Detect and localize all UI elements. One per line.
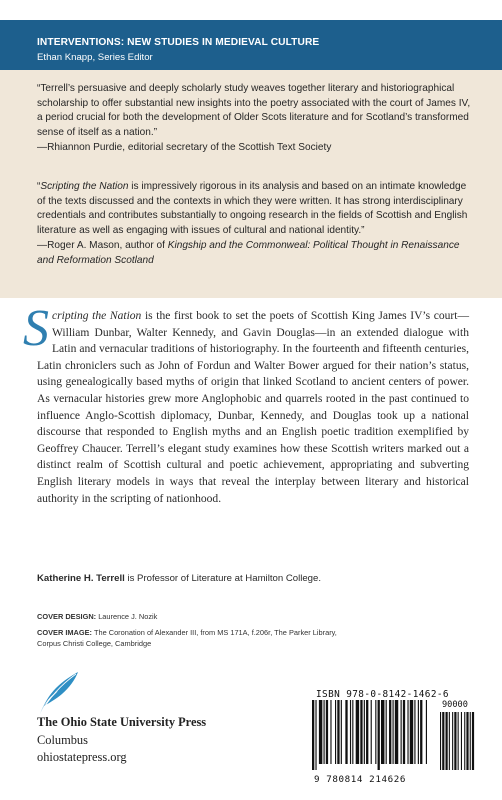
barcode-addon-bar	[472, 712, 474, 770]
attribution-prefix: —Roger A. Mason, author of	[37, 240, 168, 252]
barcode-addon-bar	[452, 712, 453, 770]
barcode-bar	[403, 700, 405, 764]
cover-design-value: Laurence J. Nozik	[96, 612, 158, 621]
barcode-bar	[350, 700, 351, 764]
barcode-bar	[420, 700, 422, 764]
barcode-addon-bar	[464, 712, 465, 770]
book-description	[23, 300, 469, 507]
barcode-bar	[386, 700, 387, 764]
isbn-label: ISBN 978-0-8142-1462-6	[316, 689, 449, 700]
barcode-bar	[395, 700, 398, 764]
barcode-bar	[319, 700, 322, 764]
ean-number: 9 780814 214626	[314, 774, 406, 785]
barcode-bar	[360, 700, 362, 764]
description-text: is the first book to set the poets of Scottish King James IV’s court—William Dunbar, Walter Kennedy, and Gavin Douglas—in an extended dialogue with Latin and vernacular traditions of historiography. In the fourteenth and fifteenth centuries, Latin chroniclers such as John of Fordun and Walter Bower argued for their nation’s status, using genealogically based myths of origin that linked Scotland to ancient centers of power. As vernacular histories grew more Anglophobic and quarrels rooted in the past continued to influence Anglo-Scottish diplomacy, Dunbar, Kennedy, and Douglas took up a national discourse that responded to English myths and an English poetic tradition exemplified by Geoffrey Chaucer. Terrell’s elegant study examines how these Scottish writers marked out a distinct realm of Scottish cultural and poetic achievement, appropriating and subverting English literary models in ways that reveal the interplay between literary and historical authority in the scripting of nationhood.	[37, 310, 469, 505]
barcode-bar	[381, 700, 384, 764]
quote-book-title: Scripting the Nation	[40, 181, 129, 192]
barcode-addon-bar	[461, 712, 462, 770]
author-name: Katherine H. Terrell	[37, 573, 125, 584]
attribution-book-title: Kingship and the Commonweal: Political Thought in Renaissance and Reformation Scotland	[37, 240, 460, 266]
barcode-bar	[341, 700, 342, 764]
barcode-bar	[335, 700, 336, 764]
top-margin	[0, 0, 502, 20]
barcode-bar	[315, 700, 316, 770]
quote-open: “	[37, 181, 41, 192]
barcode-bar	[324, 700, 325, 764]
barcode-bar	[389, 700, 391, 764]
barcode-bar	[345, 700, 347, 764]
barcode-bar	[410, 700, 413, 764]
barcode-bar	[375, 700, 376, 764]
cover-design-label: COVER DESIGN:	[37, 612, 97, 621]
barcode-bar	[326, 700, 328, 764]
barcode-bar	[366, 700, 368, 764]
series-title: INTERVENTIONS: NEW STUDIES IN MEDIEVAL CULTURE	[37, 37, 320, 48]
barcode-addon-bar	[446, 712, 448, 770]
barcode-bar	[330, 700, 331, 764]
barcode-addon-bar	[440, 712, 441, 770]
barcode-bar	[352, 700, 353, 764]
blurb-quote	[37, 180, 473, 238]
publisher-name: The Ohio State University Press	[37, 715, 207, 729]
barcode-bar	[337, 700, 339, 764]
barcode-bar	[378, 700, 380, 770]
barcode-bar	[426, 700, 427, 764]
barcode-bars	[310, 700, 480, 772]
cover-design-credit	[37, 612, 157, 621]
cover-image-value: The Coronation of Alexander III, from MS 171A, f.206r, The Parker Library, Corpus Christi College, Cambridge	[37, 628, 337, 648]
quote-text: is impressively rigorous in its analysis and based on an intimate knowledge of the texts discussed and the contexts in which they were written. It has strong interdisciplinary credentials and contributes substantially to ongoing research in the fields of Scottish and English literature as well as engaging with issues of cultural and national identity.”	[37, 181, 468, 236]
drop-cap: S	[23, 300, 49, 357]
barcode-bar	[401, 700, 402, 764]
barcode-addon-bar	[466, 712, 468, 770]
barcode-addon-bar	[470, 712, 471, 770]
blurb-attribution	[37, 239, 473, 268]
blurb-mason	[37, 180, 473, 269]
barcode-addon-bar	[458, 712, 459, 770]
series-editor: Ethan Knapp, Series Editor	[37, 52, 153, 63]
barcode-addon-bar	[454, 712, 456, 770]
publisher-city: Columbus	[37, 733, 88, 747]
barcode-addon-bar	[449, 712, 450, 770]
barcode-bar	[371, 700, 372, 764]
feather-quill-icon	[36, 670, 80, 716]
cover-image-label: COVER IMAGE:	[37, 628, 93, 637]
cover-image-credit	[37, 628, 337, 649]
barcode-bar	[418, 700, 419, 764]
barcode-bar	[356, 700, 359, 764]
description-book-title: cripting the Nation	[52, 310, 142, 322]
barcode-bar	[393, 700, 394, 764]
blurb-attribution: —Rhiannon Purdie, editorial secretary of the Scottish Text Society	[37, 142, 332, 154]
barcode-bar	[312, 700, 314, 770]
publisher-url: ohiostatepress.org	[37, 750, 127, 764]
barcode-bar	[364, 700, 365, 764]
barcode-bar	[414, 700, 415, 764]
author-bio	[37, 573, 321, 584]
barcode-addon-bar	[442, 712, 444, 770]
price-code: 90000	[442, 700, 468, 710]
blurb-purdie	[37, 82, 473, 156]
blurb-quote: “Terrell’s persuasive and deeply scholarly study weaves together literary and historiographical scholarship to offer substantial new insights into the poetry associated with the court of James IV, a period crucial for both the development of Older Scots literature and for Scotland’s transformed sense of itself as a nation.”	[37, 83, 471, 138]
barcode-bar	[407, 700, 408, 764]
author-bio-text: is Professor of Literature at Hamilton College.	[124, 573, 322, 584]
